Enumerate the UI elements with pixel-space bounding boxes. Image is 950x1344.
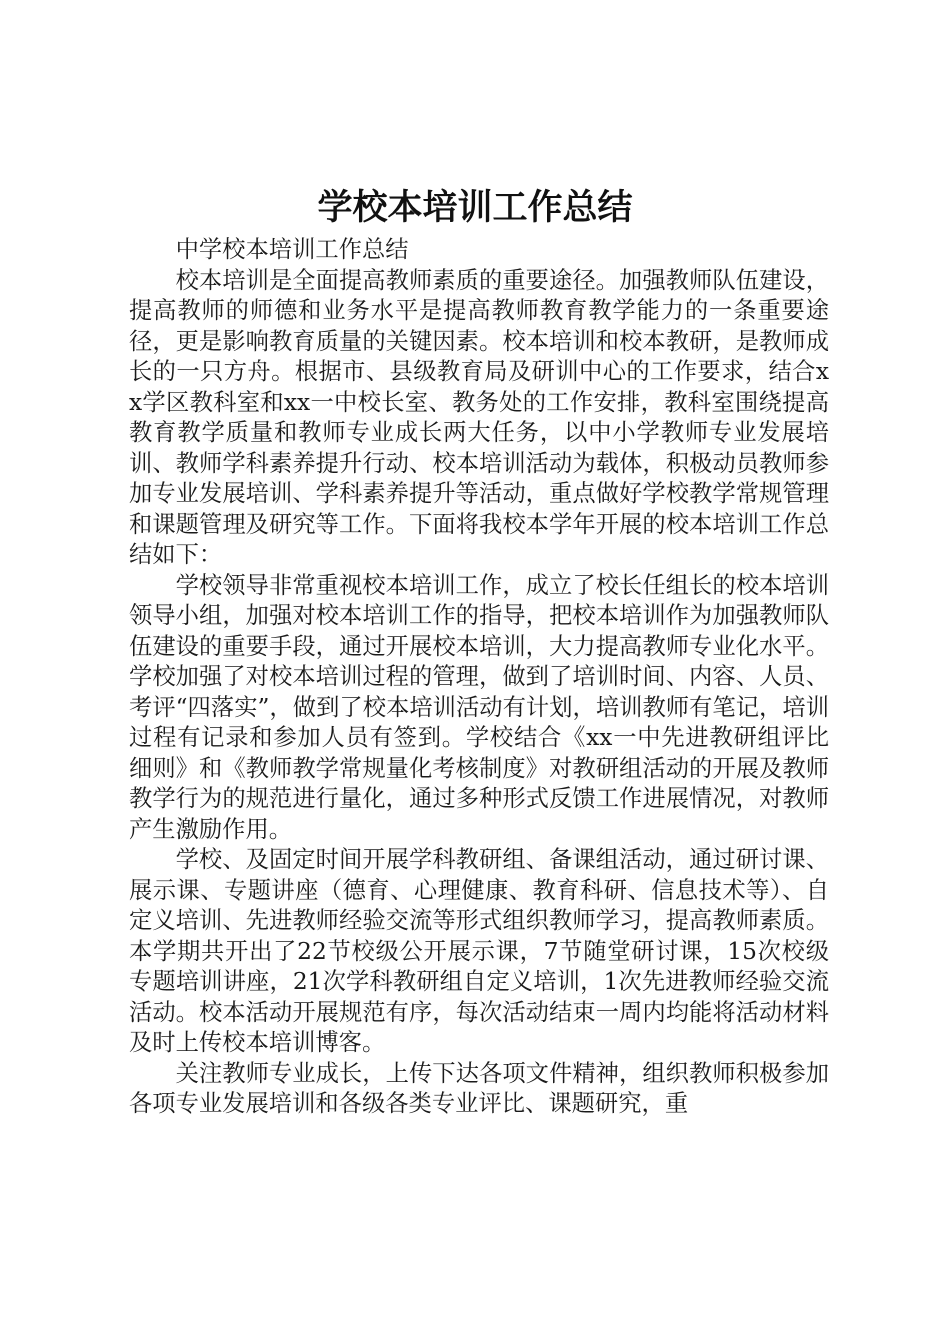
paragraph-professional-growth: 关注教师专业成长，上传下达各项文件精神，组织教师积极参加各项专业发展培训和各级各类专业评比、课题研究，重 bbox=[129, 1059, 829, 1117]
document-body bbox=[129, 235, 829, 1120]
paragraph-leadership: 学校领导非常重视校本培训工作，成立了校长任组长的校本培训领导小组，加强对校本培训工作的指导，把校本培训作为加强教师队伍建设的重要手段，通过开展校本培训，大力提高教师专业化水平。学校加强了对校本培训过程的管理，做到了培训时间、内容、人员、考评“四落实”，做到了校本培训活动有计划，培训教师有笔记，培训过程有记录和参加人员有签到。学校结合《xx一中先进教研组评比细则》和《教师教学常规量化考核制度》对教研组活动的开展及教师教学行为的规范进行量化，通过多种形式反馈工作进展情况，对教师产生激励作用。 bbox=[129, 571, 829, 843]
paragraph-subtitle: 中学校本培训工作总结 bbox=[175, 236, 409, 263]
paragraph-activities: 学校、及固定时间开展学科教研组、备课组活动，通过研讨课、展示课、专题讲座（德育、心理健康、教育科研、信息技术等）、自定义培训、先进教师经验交流等形式组织教师学习，提高教师素质。本学期共开出了22节校级公开展示课，7节随堂研讨课，15次校级专题培训讲座，21次学科教研组自定义培训，1次先进教师经验交流活动。校本活动开展规范有序，每次活动结束一周内均能将活动材料及时上传校本培训博客。 bbox=[129, 846, 829, 1056]
paragraph-introduction: 校本培训是全面提高教师素质的重要途径。加强教师队伍建设，提高教师的师德和业务水平是提高教师教育教学能力的一条重要途径，更是影响教育质量的关键因素。校本培训和校本教研，是教师成长的一只方舟。根据市、县级教育局及研训中心的工作要求，结合xx学区教科室和xx一中校长室、教务处的工作安排，教科室围绕提高教育教学质量和教师专业成长两大任务，以中小学教师专业发展培训、教师学科素养提升行动、校本培训活动为载体，积极动员教师参加专业发展培训、学科素养提升等活动，重点做好学校教学常规管理和课题管理及研究等工作。下面将我校本学年开展的校本培训工作总结如下： bbox=[129, 266, 829, 568]
document-title: 学校本培训工作总结 bbox=[317, 187, 633, 228]
